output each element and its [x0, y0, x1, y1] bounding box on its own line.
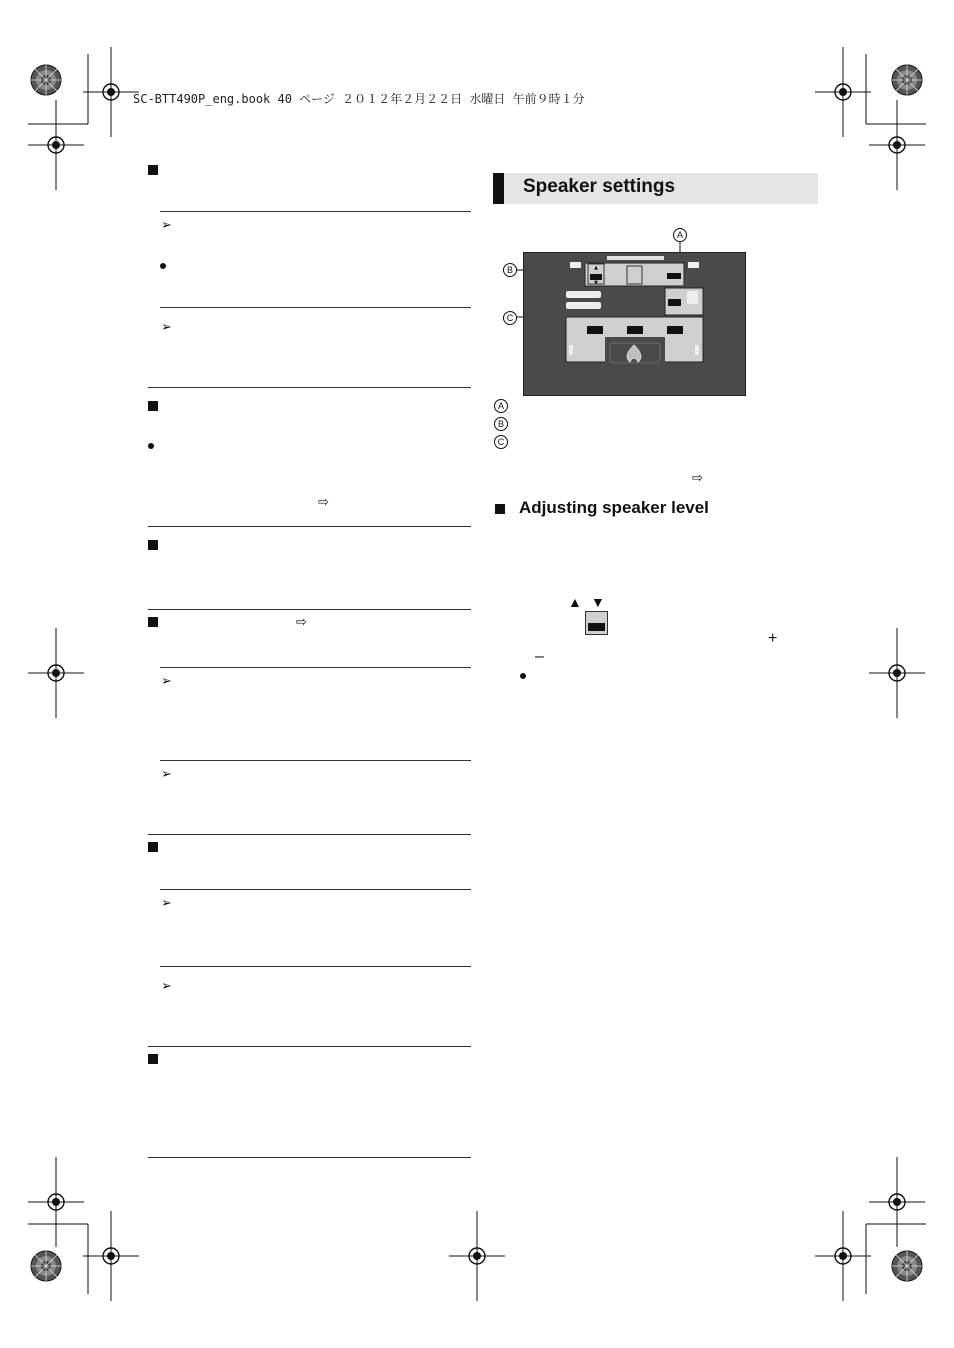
section-bullet-square — [148, 540, 158, 550]
speaker-settings-screen — [523, 252, 746, 396]
callout-c-label: C — [503, 311, 517, 325]
divider — [160, 966, 471, 967]
section-divider — [148, 834, 471, 835]
section-divider — [148, 387, 471, 388]
legend-c-label: C — [494, 435, 508, 449]
legend-a-label: A — [494, 399, 508, 413]
section-divider — [148, 526, 471, 527]
section-divider — [148, 1157, 471, 1158]
reference-arrow-icon: ⇨ — [318, 495, 329, 510]
section-divider — [148, 1046, 471, 1047]
bullet-dot — [520, 673, 526, 679]
subsection-bullet-square — [495, 504, 505, 514]
section-bullet-square — [148, 1054, 158, 1064]
level-button-icon — [585, 611, 608, 635]
svg-text:▼: ▼ — [594, 280, 598, 286]
up-arrow-icon: ▲ — [568, 594, 582, 610]
divider — [160, 667, 471, 668]
section-bullet-square — [148, 842, 158, 852]
speaker-layout-diagram — [524, 253, 745, 395]
divider — [160, 307, 471, 308]
tip-arrow-icon: ➢ — [161, 218, 172, 233]
tip-arrow-icon: ➢ — [161, 767, 172, 782]
section-bullet-square — [148, 165, 158, 175]
section-title-accent — [493, 173, 504, 204]
tip-arrow-icon: ➢ — [161, 979, 172, 994]
callout-a-label: A — [673, 228, 687, 242]
plus-sign: + — [768, 630, 778, 647]
tip-arrow-icon: ➢ — [161, 320, 172, 335]
tip-arrow-icon: ➢ — [161, 674, 172, 689]
divider — [160, 889, 471, 890]
divider — [160, 211, 471, 212]
callout-b-label: B — [503, 263, 517, 277]
divider — [160, 760, 471, 761]
bullet-dot — [160, 263, 166, 269]
tip-arrow-icon: ➢ — [161, 896, 172, 911]
down-arrow-icon: ▼ — [591, 594, 605, 610]
section-title: Speaker settings — [523, 176, 676, 197]
svg-text:▲: ▲ — [594, 265, 598, 271]
file-header: SC-BTT490P_eng.book 40 ページ ２０１２年２月２２日 水曜日 午前９時１分 — [133, 92, 585, 106]
legend-b-label: B — [494, 417, 508, 431]
reference-arrow-icon: ⇨ — [692, 471, 703, 486]
reference-arrow-icon: ⇨ — [296, 615, 307, 630]
section-bullet-square — [148, 401, 158, 411]
bullet-dot — [148, 443, 154, 449]
section-divider — [148, 609, 471, 610]
subsection-title: Adjusting speaker level — [519, 498, 709, 517]
minus-sign: – — [535, 648, 544, 665]
section-bullet-square — [148, 617, 158, 627]
